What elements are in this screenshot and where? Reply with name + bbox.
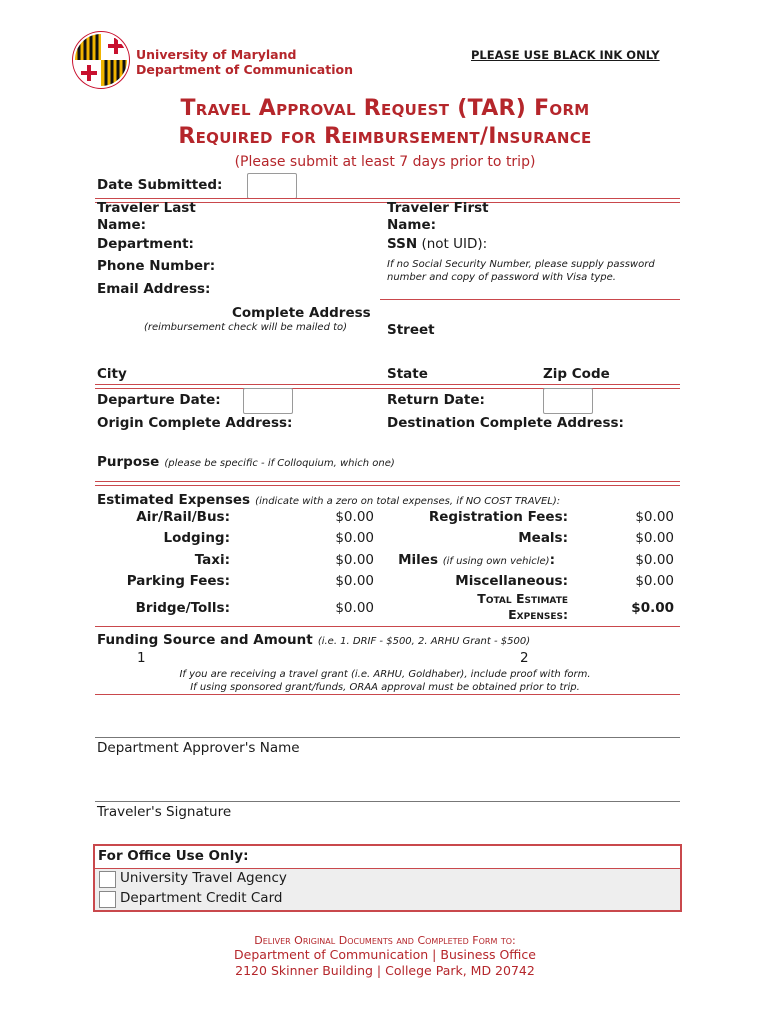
expense-label: Registration Fees: <box>428 509 568 525</box>
form-title-line2: Required for Reimbursement/Insurance <box>178 124 592 149</box>
university-travel-agency-checkbox[interactable] <box>99 871 116 888</box>
street-label: Street <box>387 322 435 338</box>
origin-address-label: Origin Complete Address: <box>97 415 293 431</box>
funding-source-1[interactable]: 1 <box>137 650 146 666</box>
purpose-label: Purpose (please be specific - if Colloquium, which one) <box>97 454 395 470</box>
funding-source-2[interactable]: 2 <box>520 650 529 666</box>
traveler-signature-line[interactable] <box>95 801 680 802</box>
email-label: Email Address: <box>97 281 211 297</box>
office-options <box>95 869 680 910</box>
grant-note: If you are receiving a travel grant (i.e. ARHU, Goldhaber), include proof with form. If using sponsored grant/funds, ORAA approval must be obtained prior to trip. <box>179 669 591 693</box>
date-submitted-label: Date Submitted: <box>97 177 223 193</box>
expense-amount[interactable]: $0.00 <box>335 573 374 589</box>
department-label: Department: <box>97 236 194 252</box>
phone-label: Phone Number: <box>97 258 216 274</box>
university-name: University of Maryland <box>136 47 297 62</box>
expense-amount[interactable]: $0.00 <box>635 552 674 568</box>
state-label: State <box>387 366 428 382</box>
approver-name-label: Department Approver's Name <box>97 740 300 756</box>
footer-deliver: Deliver Original Documents and Completed Form to: <box>254 934 516 947</box>
divider <box>95 694 680 695</box>
expense-amount[interactable]: $0.00 <box>335 600 374 616</box>
total-estimate-label: Total Estimate Expenses: <box>477 591 568 622</box>
expense-amount[interactable]: $0.00 <box>335 552 374 568</box>
expense-amount[interactable]: $0.00 <box>635 509 674 525</box>
expense-amount[interactable]: $0.00 <box>335 530 374 546</box>
funding-heading: Funding Source and Amount (i.e. 1. DRIF - $500, 2. ARHU Grant - $500) <box>97 632 531 648</box>
traveler-signature-label: Traveler's Signature <box>97 804 232 820</box>
option-label: University Travel Agency <box>120 870 287 886</box>
approver-signature-line[interactable] <box>95 737 680 738</box>
expense-label: Parking Fees: <box>126 573 230 589</box>
total-estimate-amount: $0.00 <box>631 600 674 616</box>
form-subtitle: (Please submit at least 7 days prior to trip) <box>234 154 536 170</box>
return-date-field[interactable] <box>543 388 593 414</box>
expense-amount[interactable]: $0.00 <box>335 509 374 525</box>
ink-notice: PLEASE USE BLACK INK ONLY <box>471 48 660 62</box>
option-label: Department Credit Card <box>120 890 283 906</box>
expense-label: Air/Rail/Bus: <box>136 509 230 525</box>
ssn-label: SSN (not UID): <box>387 236 488 252</box>
expense-label: Miles (if using own vehicle): <box>398 552 555 568</box>
form-title: Travel Approval Request (TAR) Form <box>180 96 590 121</box>
office-use-box <box>93 844 682 912</box>
address-note: (reimbursement check will be mailed to) <box>144 322 348 333</box>
department-name: Department of Communication <box>136 62 353 77</box>
footer-address: 2120 Skinner Building | College Park, MD 20742 <box>235 963 535 978</box>
date-submitted-field[interactable] <box>247 173 297 199</box>
traveler-last-name-label: Traveler Last Name: <box>97 200 196 233</box>
zip-label: Zip Code <box>543 366 610 382</box>
destination-address-label: Destination Complete Address: <box>387 415 624 431</box>
expense-label: Bridge/Tolls: <box>135 600 230 616</box>
umd-seal-logo <box>71 30 131 90</box>
departure-date-field[interactable] <box>243 388 293 414</box>
expense-amount[interactable]: $0.00 <box>635 573 674 589</box>
divider <box>380 299 680 300</box>
complete-address-label: Complete Address <box>232 305 371 321</box>
expense-label: Lodging: <box>163 530 230 546</box>
city-label: City <box>97 366 127 382</box>
estimated-expenses-heading: Estimated Expenses (indicate with a zero on total expenses, if NO COST TRAVEL): <box>97 492 561 508</box>
expense-label: Miscellaneous: <box>455 573 568 589</box>
office-use-heading: For Office Use Only: <box>98 848 249 864</box>
traveler-first-name-label: Traveler First Name: <box>387 200 489 233</box>
department-credit-card-checkbox[interactable] <box>99 891 116 908</box>
divider <box>95 626 680 627</box>
departure-date-label: Departure Date: <box>97 392 221 408</box>
ssn-help-text: If no Social Security Number, please supply password number and copy of password with Visa type. <box>387 259 655 283</box>
footer-office: Department of Communication | Business Office <box>234 947 536 962</box>
expense-label: Taxi: <box>194 552 230 568</box>
expense-label: Meals: <box>518 530 568 546</box>
return-date-label: Return Date: <box>387 392 485 408</box>
divider <box>95 481 680 486</box>
expense-amount[interactable]: $0.00 <box>635 530 674 546</box>
